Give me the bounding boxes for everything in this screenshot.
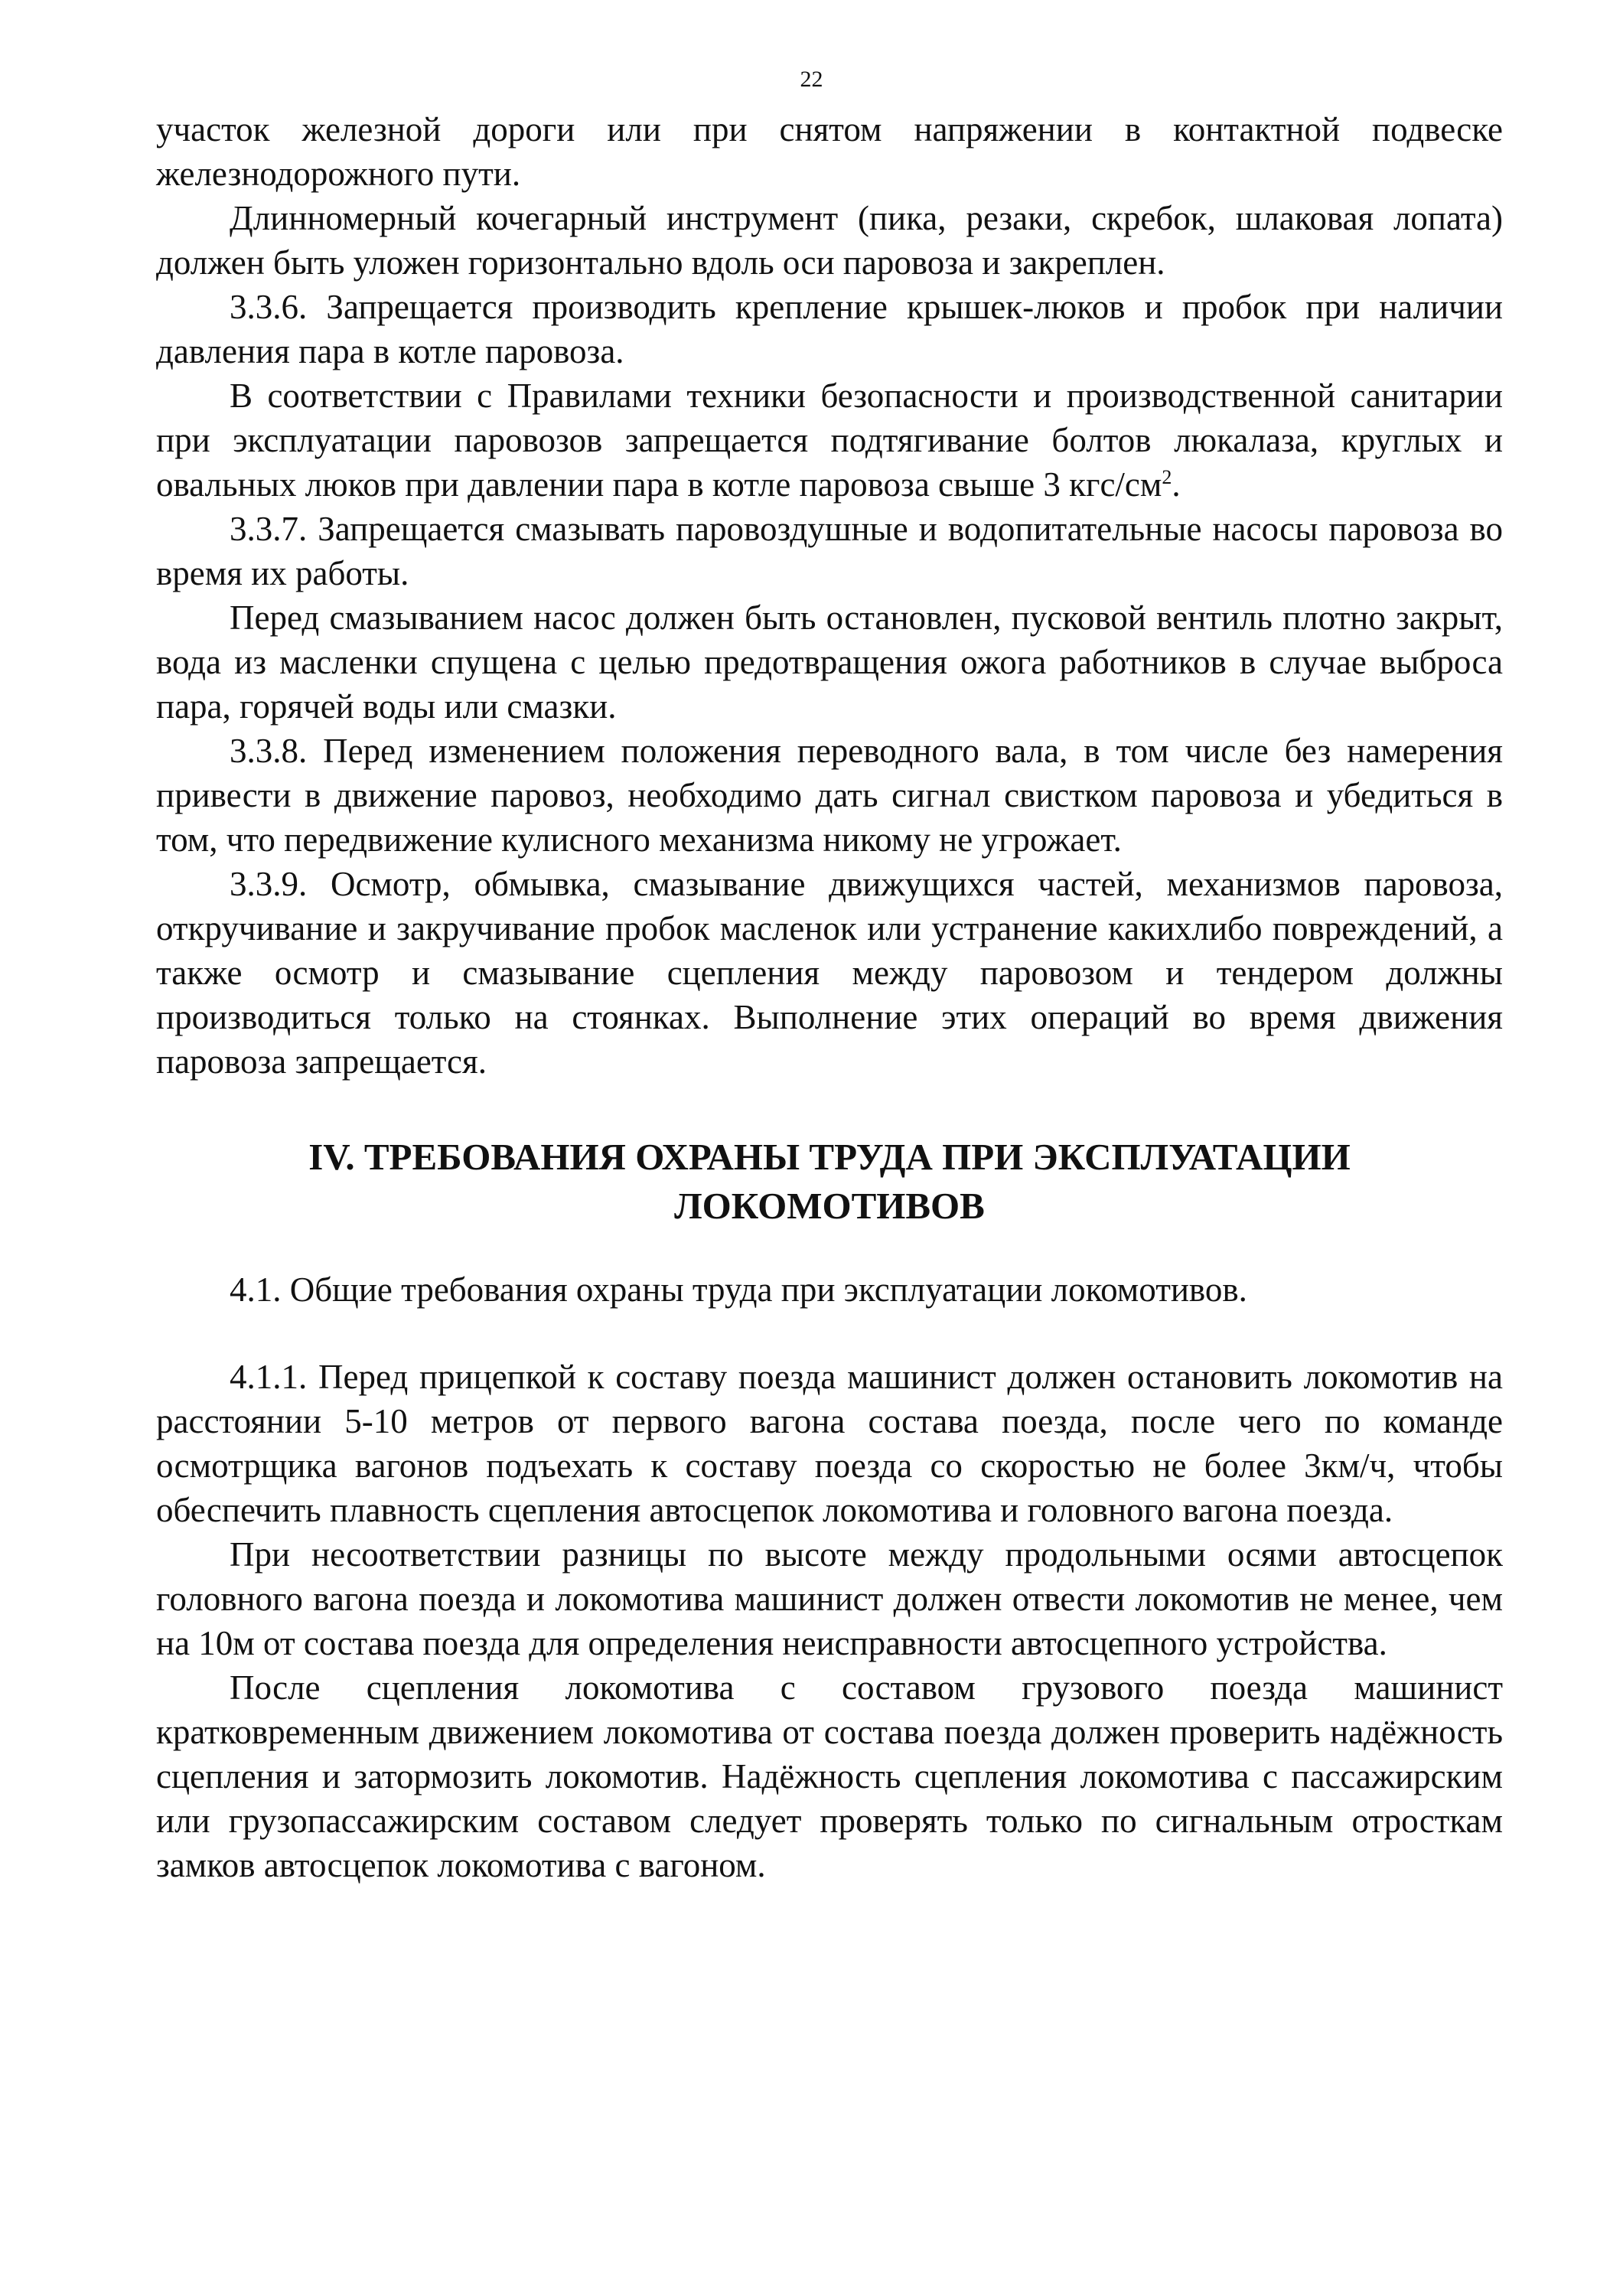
subsection-heading: 4.1. Общие требования охраны труда при эксплуатации локомотивов. [230, 1270, 1247, 1309]
pressure-text: В соответствии с Правилами техники безопасности и производственной санитарии при эксплуатации паровозов запрещается подтягивание болтов люкалаза, круглых и овальных люков при давлении пара в котле паровоза свыше 3 кгс/см [156, 377, 1503, 504]
paragraph-pump-lubrication: Перед смазыванием насос должен быть остановлен, пусковой вентиль плотно закрыт, вода из масленки спущена с целью предотвращения ожога работников в случае выброса пара, горячей воды или смазки. [156, 598, 1503, 726]
page-number: 22 [800, 67, 823, 92]
paragraph-tool-storage: Длинномерный кочегарный инструмент (пика, резаки, скребок, шлаковая лопата) должен быть уложен горизонтально вдоль оси паровоза и закреплен. [156, 199, 1503, 282]
document-body [156, 107, 1503, 1887]
paragraph-3-3-8: 3.3.8. Перед изменением положения переводного вала, в том числе без намерения привести в движение паровоз, необходимо дать сигнал свистком паровоза и убедиться в том, что передвижение кулисного механизма никому не угрожает. [156, 732, 1503, 859]
paragraph-pressure-rules [156, 373, 1503, 507]
paragraph-3-3-6: 3.3.6. Запрещается производить крепление крышек-люков и пробок при наличии давления пара в котле паровоза. [156, 288, 1503, 370]
pressure-unit-superscript: 2 [1162, 466, 1172, 488]
paragraph-continuation: участок железной дороги или при снятом напряжении в контактной подвеске железнодорожного пути. [156, 110, 1503, 193]
paragraph-coupling-check: После сцепления локомотива с составом грузового поезда машинист кратковременным движением локомотива от состава поезда должен проверить надёжность сцепления и затормозить локомотив. Надёжность сцепления локомотива с пассажирским или грузопассажирским составом следует проверять только по сигнальным отросткам замков автосцепок локомотива с вагоном. [156, 1668, 1503, 1884]
paragraph-coupler-height: При несоответствии разницы по высоте между продольными осями автосцепок головного вагона поезда и локомотива машинист должен отвести локомотив не менее, чем на 10м от состава поезда для определения неисправности автосцепного устройства. [156, 1535, 1503, 1662]
section-title [156, 1133, 1503, 1231]
paragraph-3-3-7: 3.3.7. Запрещается смазывать паровоздушные и водопитательные насосы паровоза во время их работы. [156, 510, 1503, 592]
paragraph-4-1-1: 4.1.1. Перед прицепкой к составу поезда машинист должен остановить локомотив на расстоянии 5-10 метров от первого вагона состава поезда, после чего по команде осмотрщика вагонов подъехать к составу поезда со скоростью не более 3км/ч, чтобы обеспечить плавность сцепления автосцепок локомотива и головного вагона поезда. [156, 1358, 1503, 1529]
pressure-text-end: . [1172, 465, 1181, 504]
section-title-line-1: IV. ТРЕБОВАНИЯ ОХРАНЫ ТРУДА ПРИ ЭКСПЛУАТАЦИИ [308, 1136, 1351, 1178]
section-title-line-2: ЛОКОМОТИВОВ [674, 1185, 985, 1227]
paragraph-3-3-9: 3.3.9. Осмотр, обмывка, смазывание движущихся частей, механизмов паровоза, откручивание и закручивание пробок масленок или устранение какихлибо повреждений, а также осмотр и смазывание сцепления между паровозом и тендером должны производиться только на стоянках. Выполнение этих операций во время движения паровоза запрещается. [156, 865, 1503, 1081]
